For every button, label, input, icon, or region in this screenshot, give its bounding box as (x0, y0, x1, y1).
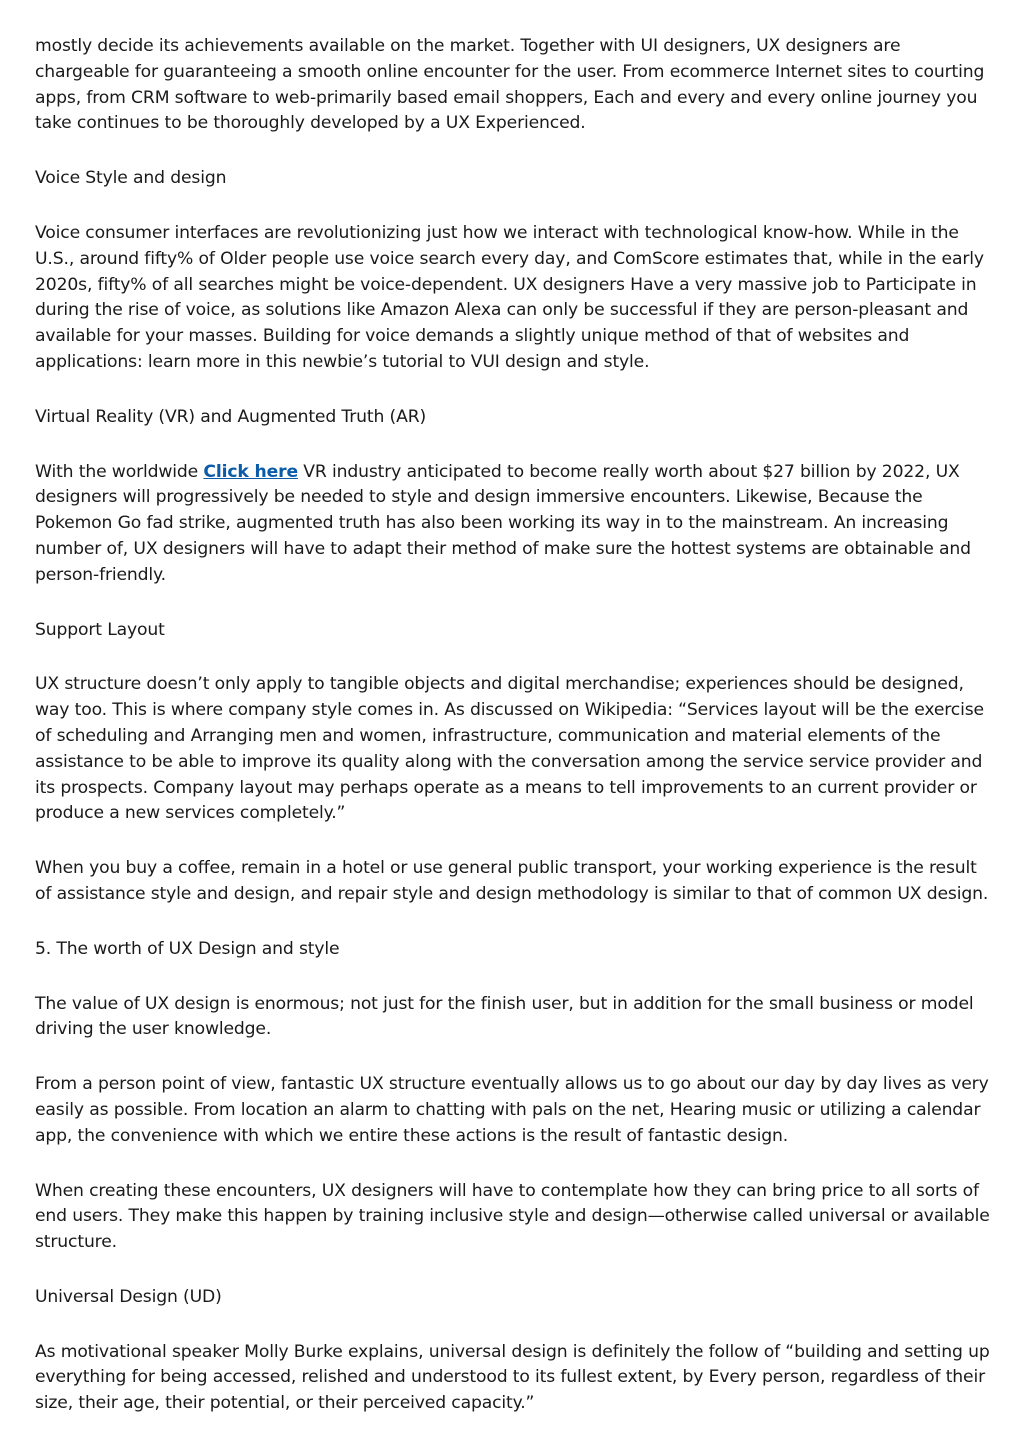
paragraph-universal-design: As motivational speaker Molly Burke explains, universal design is definitely the follow of “building and setting up everything for being accessed, relished and understood to its fullest extent, by Every person, regardless of their size, their age, their potential, or their perceived capacity.” (35, 1341, 990, 1414)
heading-support-layout: Support Layout (35, 619, 165, 640)
paragraph-vr-text-after: VR industry anticipated to become really worth about $27 billion by 2022, UX designers will progressively be needed to style and design immersive encounters. Likewise, Because the Pokemon Go fad strike, augmented truth has also been working its way in to the mainstream. An increasing number of, UX designers will have to adapt their method of make sure the hottest systems are obtainable and person-friendly. (35, 461, 971, 585)
paragraph-vr-text-before: With the worldwide (35, 461, 204, 482)
paragraph-person: From a person point of view, fantastic UX structure eventually allows us to go about our day by day lives as very easily as possible. From location an alarm to chatting with pals on the net, Hearing music or utilizing a calendar app, the convenience with which we entire these actions is the result of fantastic design. (35, 1074, 989, 1146)
paragraph-value: The value of UX design is enormous; not just for the finish user, but in addition for the small business or model driving the user knowledge. (35, 993, 974, 1040)
click-here-link[interactable]: Click here (203, 461, 298, 482)
heading-voice-design: Voice Style and design (35, 168, 227, 189)
paragraph-coffee: When you buy a coffee, remain in a hotel or use general public transport, your working experience is the result of assistance style and design, and repair style and design methodology is similar to that of common UX design. (35, 858, 989, 904)
heading-universal-design: Universal Design (UD) (35, 1286, 222, 1307)
paragraph-support: UX structure doesn’t only apply to tangible objects and digital merchandise; experiences should be designed, way too. This is where company style comes in. As discussed on Wikipedia: “Services layout will be the exercise of scheduling and Arranging men and women, infrastructure, communication and material elements of the assistance to be able to improve its quality along with the conversation among the service service provider and its prospects. Company layout may perhaps operate as a means to tell improvements to an current provider or produce a new services completely.” (35, 674, 984, 824)
paragraph-intro: mostly decide its achievements available on the market. Together with UI designers, UX designers are chargeable for guaranteeing a smooth online encounter for the user. From ecommerce Internet sites to courting apps, from CRM software to web-primarily based email shoppers, Each and every and every online journey you take continues to be thoroughly developed by a UX Experienced. (35, 36, 985, 134)
paragraph-voice: Voice consumer interfaces are revolutionizing just how we interact with technological know-how. While in the U.S., around fifty% of Older people use voice search every day, and ComScore estimates that, while in the early 2020s, fifty% of all searches might be voice-dependent. UX designers Have a very massive job to Participate in during the rise of voice, as solutions like Amazon Alexa can only be successful if they are person-pleasant and available for your masses. Building for voice demands a slightly unique method of that of websites and applications: learn more in this newbie’s tutorial to VUI design and style. (35, 222, 984, 372)
heading-worth-ux: 5. The worth of UX Design and style (35, 938, 340, 959)
heading-vr-ar: Virtual Reality (VR) and Augmented Truth (AR) (35, 406, 427, 427)
paragraph-vr (35, 460, 995, 589)
paragraph-creating: When creating these encounters, UX designers will have to contemplate how they can bring price to all sorts of end users. They make this happen by training inclusive style and design—otherwise called universal or available structure. (35, 1180, 990, 1253)
document-page (35, 34, 995, 1446)
